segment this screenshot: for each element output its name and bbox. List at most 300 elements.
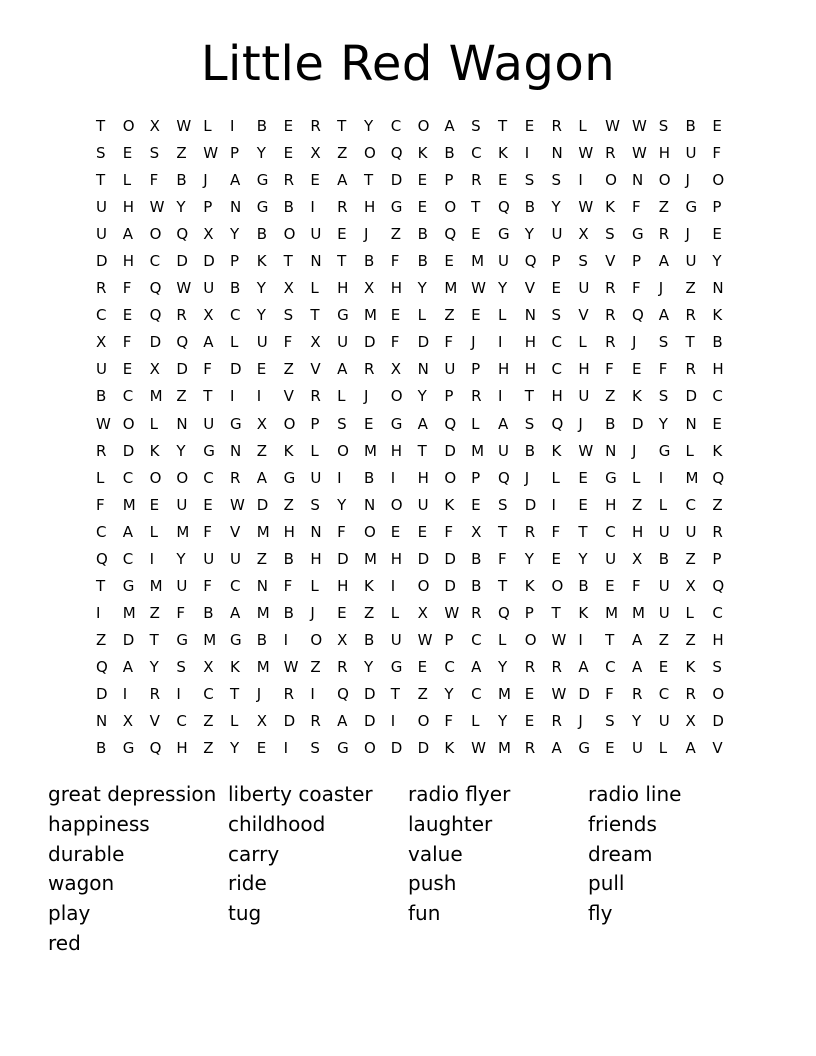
grid-letter: O bbox=[363, 522, 376, 541]
grid-letter: G bbox=[256, 198, 269, 217]
grid-letter: O bbox=[524, 630, 537, 649]
letter-grid bbox=[96, 113, 739, 762]
grid-letter: S bbox=[605, 712, 615, 731]
grid-letter: C bbox=[685, 495, 697, 514]
word-list-item: friends bbox=[588, 811, 657, 836]
grid-letter: M bbox=[471, 252, 485, 271]
grid-letter: C bbox=[122, 387, 134, 406]
grid-letter: A bbox=[203, 333, 214, 352]
grid-letter: R bbox=[551, 657, 562, 676]
grid-row bbox=[96, 113, 739, 140]
grid-row bbox=[96, 573, 739, 600]
grid-letter: J bbox=[203, 171, 208, 190]
grid-letter: O bbox=[149, 225, 162, 244]
grid-letter: Y bbox=[229, 225, 240, 244]
grid-letter: M bbox=[471, 441, 485, 460]
grid-letter: I bbox=[390, 712, 396, 731]
grid-letter: K bbox=[444, 495, 455, 514]
grid-letter: R bbox=[631, 684, 643, 703]
grid-letter: Z bbox=[149, 603, 160, 622]
grid-letter: D bbox=[122, 441, 135, 460]
word-list-item: fly bbox=[588, 901, 613, 926]
grid-letter: U bbox=[685, 252, 697, 271]
grid-letter: F bbox=[203, 576, 212, 595]
grid-row bbox=[96, 465, 739, 492]
grid-letter: G bbox=[390, 414, 403, 433]
grid-letter: Y bbox=[256, 306, 266, 325]
grid-letter: U bbox=[685, 522, 697, 541]
grid-letter: K bbox=[712, 441, 723, 460]
grid-letter: W bbox=[176, 279, 192, 298]
grid-letter: D bbox=[176, 252, 188, 271]
grid-letter: E bbox=[551, 549, 562, 568]
grid-letter: I bbox=[229, 387, 235, 406]
grid-letter: R bbox=[96, 441, 107, 460]
grid-letter: D bbox=[203, 252, 215, 271]
grid-letter: U bbox=[497, 252, 509, 271]
grid-letter: L bbox=[229, 333, 239, 352]
grid-row bbox=[96, 248, 739, 275]
grid-letter: F bbox=[283, 576, 293, 595]
grid-letter: G bbox=[122, 739, 135, 758]
grid-letter: O bbox=[417, 576, 430, 595]
grid-letter: Y bbox=[524, 549, 534, 568]
grid-letter: K bbox=[417, 144, 428, 163]
grid-letter: F bbox=[444, 712, 453, 731]
grid-letter: F bbox=[444, 333, 453, 352]
grid-letter: X bbox=[256, 414, 268, 433]
grid-letter: D bbox=[417, 333, 430, 352]
grid-letter: D bbox=[685, 387, 698, 406]
grid-letter: O bbox=[712, 171, 725, 190]
grid-letter: Z bbox=[631, 495, 643, 514]
grid-letter: R bbox=[658, 225, 670, 244]
word-list-item: pull bbox=[588, 871, 625, 896]
grid-letter: E bbox=[417, 657, 428, 676]
grid-letter: C bbox=[229, 306, 241, 325]
grid-letter: P bbox=[229, 252, 240, 271]
grid-row bbox=[96, 140, 739, 167]
grid-letter: K bbox=[685, 657, 696, 676]
grid-letter: X bbox=[149, 117, 160, 135]
grid-letter: R bbox=[524, 657, 536, 676]
grid-letter: B bbox=[283, 603, 294, 622]
grid-letter: B bbox=[685, 117, 696, 135]
grid-letter: N bbox=[712, 279, 724, 298]
grid-letter: X bbox=[390, 360, 402, 379]
grid-letter: O bbox=[363, 739, 376, 758]
grid-letter: Q bbox=[631, 306, 644, 325]
grid-letter: R bbox=[551, 712, 562, 731]
grid-letter: O bbox=[310, 630, 323, 649]
grid-letter: U bbox=[310, 468, 322, 487]
page-title: Little Red Wagon bbox=[200, 36, 616, 92]
grid-letter: F bbox=[444, 522, 453, 541]
grid-letter: K bbox=[283, 441, 294, 460]
grid-letter: M bbox=[122, 603, 136, 622]
grid-letter: E bbox=[631, 360, 642, 379]
grid-letter: A bbox=[658, 306, 669, 325]
grid-letter: X bbox=[417, 603, 428, 622]
grid-letter: R bbox=[337, 657, 348, 676]
grid-letter: F bbox=[631, 576, 641, 595]
grid-letter: C bbox=[149, 252, 161, 271]
grid-letter: G bbox=[229, 630, 242, 649]
grid-letter: R bbox=[605, 279, 616, 298]
grid-letter: H bbox=[176, 739, 188, 758]
grid-letter: B bbox=[96, 387, 107, 406]
grid-letter: Z bbox=[176, 387, 187, 406]
grid-letter: D bbox=[417, 739, 430, 758]
grid-letter: V bbox=[524, 279, 536, 298]
grid-letter: V bbox=[712, 739, 723, 758]
grid-letter: R bbox=[712, 522, 723, 541]
grid-letter: B bbox=[605, 414, 616, 433]
grid-letter: J bbox=[578, 414, 583, 433]
grid-letter: Z bbox=[363, 603, 375, 622]
grid-letter: U bbox=[256, 333, 268, 352]
grid-letter: R bbox=[310, 117, 321, 135]
grid-letter: Y bbox=[497, 712, 508, 731]
grid-letter: E bbox=[390, 306, 401, 325]
grid-letter: U bbox=[497, 441, 509, 460]
grid-letter: H bbox=[631, 522, 644, 541]
grid-letter: T bbox=[149, 630, 159, 649]
grid-letter: O bbox=[283, 414, 296, 433]
grid-letter: M bbox=[444, 279, 458, 298]
grid-letter: I bbox=[578, 630, 583, 649]
grid-letter: C bbox=[551, 360, 563, 379]
grid-letter: M bbox=[497, 684, 511, 703]
grid-row bbox=[96, 302, 739, 329]
grid-letter: D bbox=[390, 171, 403, 190]
grid-row bbox=[96, 600, 739, 627]
grid-letter: X bbox=[256, 712, 268, 731]
grid-letter: X bbox=[310, 144, 321, 163]
grid-letter: D bbox=[176, 360, 188, 379]
grid-letter: U bbox=[417, 495, 429, 514]
grid-letter: U bbox=[337, 333, 349, 352]
grid-letter: W bbox=[444, 603, 460, 622]
grid-letter: D bbox=[578, 684, 590, 703]
grid-letter: C bbox=[712, 387, 723, 406]
grid-letter: R bbox=[176, 306, 187, 325]
grid-letter: R bbox=[310, 387, 321, 406]
grid-letter: U bbox=[310, 225, 322, 244]
grid-letter: E bbox=[524, 712, 535, 731]
grid-letter: B bbox=[471, 549, 482, 568]
grid-letter: U bbox=[578, 279, 590, 298]
grid-letter: D bbox=[444, 576, 456, 595]
grid-letter: X bbox=[631, 549, 643, 568]
grid-letter: E bbox=[578, 468, 588, 487]
grid-letter: O bbox=[444, 468, 457, 487]
grid-letter: U bbox=[444, 360, 456, 379]
grid-letter: E bbox=[605, 739, 615, 758]
grid-letter: H bbox=[122, 198, 135, 217]
grid-letter: W bbox=[551, 684, 567, 703]
grid-letter: H bbox=[390, 549, 403, 568]
grid-letter: H bbox=[658, 144, 671, 163]
grid-letter: F bbox=[712, 144, 721, 163]
grid-letter: Y bbox=[578, 549, 588, 568]
grid-letter: S bbox=[658, 387, 669, 406]
grid-letter: I bbox=[551, 495, 556, 514]
grid-letter: Z bbox=[658, 630, 670, 649]
grid-letter: U bbox=[578, 387, 590, 406]
grid-letter: E bbox=[471, 495, 481, 514]
grid-letter: J bbox=[685, 171, 690, 190]
grid-letter: G bbox=[631, 225, 644, 244]
grid-letter: G bbox=[203, 441, 215, 460]
grid-letter: W bbox=[578, 144, 594, 163]
grid-letter: K bbox=[497, 144, 508, 163]
grid-letter: E bbox=[551, 279, 562, 298]
grid-letter: A bbox=[471, 657, 482, 676]
grid-letter: Y bbox=[176, 549, 186, 568]
grid-letter: U bbox=[551, 225, 563, 244]
grid-letter: P bbox=[444, 387, 454, 406]
grid-letter: U bbox=[658, 576, 670, 595]
grid-letter: B bbox=[471, 576, 482, 595]
grid-letter: I bbox=[229, 117, 235, 135]
grid-letter: S bbox=[337, 414, 347, 433]
grid-letter: F bbox=[605, 684, 614, 703]
grid-letter: Y bbox=[658, 414, 668, 433]
grid-letter: A bbox=[122, 225, 134, 244]
grid-letter: V bbox=[310, 360, 321, 379]
grid-letter: C bbox=[471, 144, 482, 163]
grid-letter: E bbox=[712, 414, 722, 433]
grid-letter: X bbox=[96, 333, 107, 352]
grid-letter: D bbox=[524, 495, 537, 514]
grid-letter: F bbox=[149, 171, 159, 190]
grid-letter: I bbox=[658, 468, 664, 487]
grid-letter: Z bbox=[685, 279, 696, 298]
word-list-item: fun bbox=[408, 901, 441, 926]
grid-letter: S bbox=[551, 306, 562, 325]
grid-letter: S bbox=[658, 117, 669, 135]
grid-letter: S bbox=[310, 495, 320, 514]
grid-letter: R bbox=[471, 171, 482, 190]
grid-letter: C bbox=[658, 684, 670, 703]
grid-letter: T bbox=[283, 252, 293, 271]
grid-letter: L bbox=[203, 117, 212, 135]
grid-letter: T bbox=[390, 684, 400, 703]
grid-letter: O bbox=[417, 712, 430, 731]
grid-letter: Q bbox=[96, 657, 108, 676]
grid-letter: D bbox=[96, 684, 108, 703]
grid-letter: W bbox=[578, 198, 594, 217]
grid-letter: S bbox=[551, 171, 562, 190]
grid-letter: V bbox=[229, 522, 241, 541]
grid-letter: H bbox=[551, 387, 563, 406]
grid-letter: U bbox=[685, 144, 697, 163]
grid-letter: O bbox=[712, 684, 725, 703]
grid-letter: I bbox=[96, 603, 101, 622]
grid-letter: Z bbox=[712, 495, 723, 514]
grid-letter: T bbox=[96, 171, 106, 190]
grid-letter: H bbox=[363, 198, 376, 217]
grid-letter: N bbox=[229, 198, 242, 217]
grid-letter: W bbox=[471, 739, 486, 758]
grid-letter: I bbox=[256, 387, 262, 406]
grid-letter: T bbox=[417, 441, 427, 460]
grid-letter: T bbox=[96, 117, 106, 135]
grid-letter: O bbox=[122, 117, 135, 135]
grid-letter: E bbox=[256, 360, 267, 379]
grid-letter: Q bbox=[524, 252, 537, 271]
grid-letter: P bbox=[631, 252, 641, 271]
grid-letter: E bbox=[417, 522, 428, 541]
grid-letter: W bbox=[96, 414, 111, 433]
grid-letter: N bbox=[96, 712, 108, 731]
grid-letter: S bbox=[96, 144, 106, 163]
grid-letter: Y bbox=[176, 441, 186, 460]
grid-letter: B bbox=[283, 549, 294, 568]
grid-letter: I bbox=[497, 387, 503, 406]
grid-letter: Z bbox=[283, 495, 294, 514]
grid-letter: B bbox=[524, 441, 536, 460]
grid-letter: T bbox=[524, 387, 534, 406]
grid-letter: O bbox=[122, 414, 135, 433]
grid-letter: E bbox=[712, 225, 722, 244]
grid-letter: G bbox=[337, 739, 349, 758]
grid-row bbox=[96, 492, 739, 519]
grid-letter: C bbox=[471, 630, 482, 649]
grid-row bbox=[96, 519, 739, 546]
grid-letter: L bbox=[310, 576, 319, 595]
grid-letter: M bbox=[497, 739, 511, 758]
grid-letter: Z bbox=[685, 630, 696, 649]
grid-letter: F bbox=[551, 522, 561, 541]
grid-letter: K bbox=[524, 576, 535, 595]
grid-letter: D bbox=[122, 630, 135, 649]
grid-letter: K bbox=[551, 441, 562, 460]
grid-letter: Z bbox=[283, 360, 294, 379]
grid-letter: I bbox=[310, 198, 315, 217]
grid-letter: T bbox=[497, 522, 508, 541]
grid-letter: G bbox=[176, 630, 189, 649]
grid-letter: W bbox=[551, 630, 567, 649]
grid-letter: Z bbox=[256, 441, 268, 460]
word-list-item: carry bbox=[228, 841, 280, 866]
grid-letter: B bbox=[229, 279, 241, 298]
grid-letter: T bbox=[337, 117, 347, 135]
grid-letter: E bbox=[256, 739, 267, 758]
grid-letter: F bbox=[176, 603, 186, 622]
grid-letter: B bbox=[444, 144, 455, 163]
grid-letter: G bbox=[229, 414, 242, 433]
grid-row bbox=[96, 411, 739, 438]
grid-row bbox=[96, 356, 739, 383]
grid-letter: Z bbox=[203, 712, 214, 731]
grid-letter: B bbox=[524, 198, 536, 217]
grid-letter: C bbox=[471, 684, 482, 703]
grid-letter: I bbox=[390, 468, 396, 487]
grid-letter: H bbox=[337, 279, 349, 298]
grid-letter: B bbox=[578, 576, 589, 595]
grid-letter: D bbox=[417, 549, 430, 568]
grid-row bbox=[96, 681, 739, 708]
grid-letter: L bbox=[337, 387, 346, 406]
grid-letter: P bbox=[203, 198, 213, 217]
grid-letter: U bbox=[203, 549, 215, 568]
grid-letter: G bbox=[658, 441, 671, 460]
grid-letter: L bbox=[390, 603, 400, 622]
grid-letter: R bbox=[605, 333, 616, 352]
grid-letter: C bbox=[712, 603, 723, 622]
grid-letter: R bbox=[685, 306, 696, 325]
grid-letter: V bbox=[578, 306, 589, 325]
grid-letter: E bbox=[122, 306, 133, 325]
grid-letter: D bbox=[363, 712, 376, 731]
grid-letter: J bbox=[631, 441, 637, 460]
grid-letter: E bbox=[471, 306, 481, 325]
word-list-item: play bbox=[48, 901, 91, 926]
grid-letter: O bbox=[390, 495, 403, 514]
grid-letter: Q bbox=[712, 468, 725, 487]
grid-letter: S bbox=[524, 414, 535, 433]
grid-letter: C bbox=[605, 657, 616, 676]
grid-letter: Q bbox=[176, 225, 189, 244]
grid-letter: T bbox=[363, 171, 374, 190]
grid-letter: F bbox=[96, 495, 105, 514]
grid-letter: E bbox=[578, 495, 588, 514]
grid-letter: M bbox=[176, 522, 190, 541]
grid-letter: E bbox=[417, 198, 428, 217]
grid-letter: E bbox=[337, 603, 347, 622]
grid-letter: L bbox=[417, 306, 426, 325]
grid-letter: O bbox=[337, 441, 349, 460]
grid-letter: Q bbox=[176, 333, 189, 352]
grid-letter: A bbox=[337, 360, 348, 379]
grid-row bbox=[96, 221, 739, 248]
grid-letter: K bbox=[363, 576, 374, 595]
grid-letter: P bbox=[712, 198, 722, 217]
grid-letter: T bbox=[310, 306, 320, 325]
grid-letter: Y bbox=[444, 684, 454, 703]
grid-letter: B bbox=[417, 225, 428, 244]
grid-letter: R bbox=[283, 171, 295, 190]
grid-letter: O bbox=[417, 117, 430, 135]
grid-letter: F bbox=[203, 522, 212, 541]
word-list-item: value bbox=[408, 841, 463, 866]
grid-letter: T bbox=[578, 522, 588, 541]
grid-letter: L bbox=[578, 117, 587, 135]
grid-letter: R bbox=[524, 739, 536, 758]
grid-letter: P bbox=[551, 252, 561, 271]
grid-letter: D bbox=[712, 712, 724, 731]
grid-letter: Y bbox=[363, 657, 374, 676]
grid-letter: P bbox=[471, 360, 481, 379]
grid-letter: Y bbox=[417, 279, 427, 298]
grid-letter: E bbox=[283, 144, 294, 163]
grid-letter: A bbox=[122, 657, 134, 676]
grid-letter: F bbox=[658, 360, 668, 379]
grid-letter: A bbox=[256, 468, 268, 487]
grid-letter: M bbox=[149, 387, 163, 406]
word-list-item: radio line bbox=[588, 782, 682, 806]
grid-row bbox=[96, 438, 739, 465]
grid-letter: L bbox=[96, 468, 105, 487]
grid-letter: H bbox=[390, 441, 403, 460]
grid-letter: O bbox=[176, 468, 189, 487]
grid-letter: N bbox=[605, 441, 617, 460]
word-list-item: red bbox=[48, 930, 81, 955]
grid-letter: U bbox=[658, 603, 670, 622]
grid-letter: Z bbox=[203, 739, 214, 758]
